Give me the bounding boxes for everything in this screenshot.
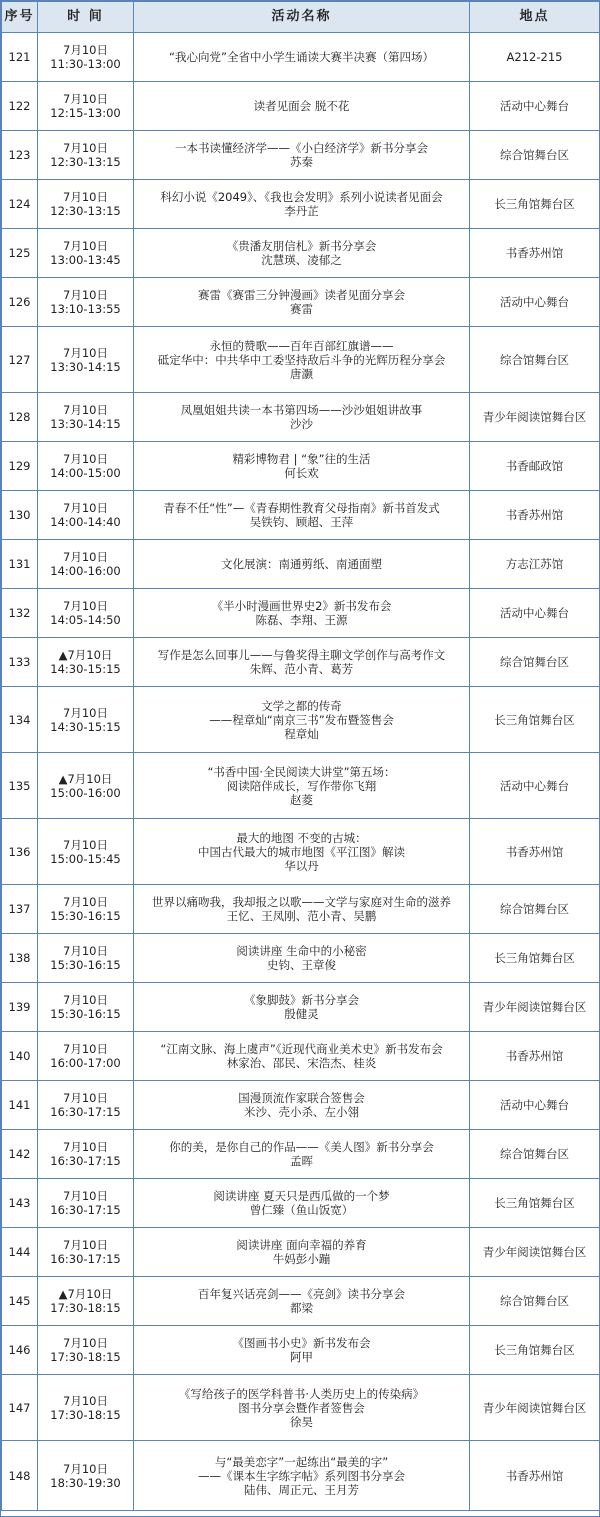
row-activity-name (134, 885, 470, 934)
row-time-range: 14:00-14:40 (50, 515, 121, 529)
row-time (38, 589, 134, 638)
row-number: 138 (2, 934, 38, 983)
row-number: 125 (2, 229, 38, 278)
row-time (38, 327, 134, 393)
activity-name-line: 《贵潘友朋信札》新书分享会 (226, 239, 377, 253)
row-place: 方志江苏馆 (470, 540, 600, 589)
row-place: 综合馆舞台区 (470, 1130, 600, 1179)
activity-name-line: “江南文脉、海上虞声”《近现代商业美术史》新书发布会 (160, 1042, 443, 1056)
activity-name-line: 国漫顶流作家联合签售会 (238, 1091, 365, 1105)
row-place: 书香苏州馆 (470, 819, 600, 885)
row-place: 长三角馆舞台区 (470, 1326, 600, 1375)
row-activity-name (134, 393, 470, 442)
row-time (38, 540, 134, 589)
row-activity-name (134, 687, 470, 753)
activity-name-line: 华以丹 (284, 858, 319, 873)
row-activity-name (134, 1179, 470, 1228)
row-time-range: 17:30-18:15 (50, 1350, 121, 1364)
activity-name-line: 陈磊、李翔、王源 (255, 613, 348, 627)
activity-name-line: 精彩博物君 | “象”往的生活 (232, 452, 371, 466)
row-time-range: 14:00-16:00 (50, 564, 121, 578)
table-row (2, 33, 600, 82)
table-row (2, 1130, 600, 1179)
row-place: 综合馆舞台区 (470, 131, 600, 180)
activity-name-line: 与“最美恋字”一起练出“最美的字” (214, 1454, 389, 1469)
row-date: 7月10日 (63, 288, 108, 302)
row-activity-name (134, 983, 470, 1032)
row-place: 活动中心舞台 (470, 753, 600, 819)
activity-name-line: 永恒的赞歌——百年百部红旗谱—— (209, 338, 394, 353)
header-row (2, 2, 600, 33)
row-date: 7月10日 (63, 1336, 108, 1350)
row-activity-name (134, 1081, 470, 1130)
row-date: 7月10日 (63, 837, 108, 852)
row-number: 142 (2, 1130, 38, 1179)
table-row (2, 1228, 600, 1277)
activity-name-line: 阅读讲座 夏天只是西瓜做的一个梦 (213, 1189, 390, 1203)
row-place: 活动中心舞台 (470, 1081, 600, 1130)
activity-name-line: 《图画书小史》新书发布会 (232, 1336, 371, 1350)
row-time (38, 278, 134, 327)
row-time (38, 1228, 134, 1277)
row-number: 147 (2, 1375, 38, 1441)
row-date: ▲7月10日 (58, 648, 113, 662)
row-time (38, 934, 134, 983)
activity-name-line: 赵菱 (290, 792, 313, 807)
row-activity-name (134, 1032, 470, 1081)
row-place: 长三角馆舞台区 (470, 1179, 600, 1228)
row-time-range: 14:30-15:15 (50, 662, 121, 676)
activity-name-line: 苏秦 (290, 155, 313, 169)
activity-name-line: 阿甲 (290, 1350, 313, 1364)
row-activity-name (134, 1441, 470, 1511)
table-row (2, 278, 600, 327)
row-time-range: 16:30-17:15 (50, 1105, 121, 1119)
activity-name-line: 中国古代最大的城市地图《平江图》解读 (198, 844, 405, 859)
row-activity-name (134, 33, 470, 82)
table-row (2, 1179, 600, 1228)
activity-name-line: 读者见面会 脱不花 (253, 99, 350, 113)
table-row (2, 638, 600, 687)
table-row (2, 180, 600, 229)
activity-name-line: 文化展演：南通剪纸、南通面塑 (221, 557, 382, 571)
row-activity-name (134, 934, 470, 983)
activity-name-line: 米沙、壳小杀、左小翎 (244, 1105, 359, 1119)
row-time (38, 82, 134, 131)
table-row (2, 753, 600, 819)
activity-name-line: 最大的地图 不变的古城： (236, 830, 367, 845)
row-place: 长三角馆舞台区 (470, 687, 600, 753)
table-row (2, 327, 600, 393)
activity-name-line: 沈慧瑛、凌郁之 (261, 253, 342, 267)
row-number: 129 (2, 442, 38, 491)
row-date: ▲7月10日 (58, 771, 113, 786)
row-time (38, 33, 134, 82)
row-number: 140 (2, 1032, 38, 1081)
table-row (2, 1081, 600, 1130)
row-activity-name (134, 327, 470, 393)
row-time-range: 15:30-16:15 (50, 1007, 121, 1021)
row-date: 7月10日 (63, 895, 108, 909)
row-time-range: 14:30-15:15 (50, 719, 121, 734)
row-date: 7月10日 (63, 345, 108, 360)
row-time (38, 1277, 134, 1326)
row-number: 132 (2, 589, 38, 638)
row-date: ▲7月10日 (58, 1287, 113, 1301)
activity-name-line: 你的美，是你自己的作品——《美人图》新书分享会 (169, 1140, 434, 1154)
row-activity-name (134, 491, 470, 540)
schedule-body (2, 33, 600, 1511)
row-time (38, 885, 134, 934)
row-time (38, 393, 134, 442)
row-time (38, 1441, 134, 1511)
row-place: 活动中心舞台 (470, 82, 600, 131)
row-time-range: 12:30-13:15 (50, 155, 121, 169)
row-place: 书香苏州馆 (470, 1032, 600, 1081)
activity-name-line: 程章灿 (284, 726, 319, 741)
row-activity-name (134, 638, 470, 687)
row-time-range: 16:00-17:00 (50, 1056, 121, 1070)
row-activity-name (134, 229, 470, 278)
table-row (2, 1277, 600, 1326)
row-time (38, 1130, 134, 1179)
row-number: 134 (2, 687, 38, 753)
row-place: 书香苏州馆 (470, 1441, 600, 1511)
row-time (38, 1081, 134, 1130)
row-number: 139 (2, 983, 38, 1032)
activity-name-line: 科幻小说《2049》、《我也会发明》系列小说读者见面会 (160, 190, 443, 204)
row-time (38, 687, 134, 753)
activity-name-line: 图书分享会暨作者签售会 (238, 1400, 365, 1415)
activity-name-line: 都梁 (290, 1301, 313, 1315)
activity-name-line: 阅读讲座 生命中的小秘密 (236, 944, 367, 958)
row-date: 7月10日 (63, 705, 108, 720)
row-place: 活动中心舞台 (470, 589, 600, 638)
row-date: 7月10日 (63, 993, 108, 1007)
row-number: 148 (2, 1441, 38, 1511)
activity-name-line: 牛妈彭小蹦 (272, 1252, 331, 1266)
row-place: 青少年阅读馆舞台区 (470, 983, 600, 1032)
row-date: 7月10日 (63, 92, 108, 106)
row-activity-name (134, 540, 470, 589)
activity-name-line: 史钧、王章俊 (267, 958, 336, 972)
row-place: 长三角馆舞台区 (470, 934, 600, 983)
activity-name-line: 王忆、王凤刚、范小青、吴鹏 (226, 909, 377, 923)
table-row (2, 885, 600, 934)
row-date: 7月10日 (63, 190, 108, 204)
activity-name-line: 曾仁臻（鱼山饭宽） (249, 1203, 354, 1217)
activity-name-line: 阅读讲座 面向幸福的养育 (236, 1238, 367, 1252)
row-date: 7月10日 (63, 452, 108, 466)
row-date: 7月10日 (63, 141, 108, 155)
table-row (2, 540, 600, 589)
row-date: 7月10日 (63, 1189, 108, 1203)
row-place: 青少年阅读馆舞台区 (470, 1375, 600, 1441)
row-time-range: 13:10-13:55 (50, 302, 121, 316)
activity-name-line: 陆伟、周正元、王月芳 (244, 1482, 359, 1497)
activity-name-line: 赛雷《赛雷三分钟漫画》读者见面分享会 (198, 288, 405, 302)
row-number: 143 (2, 1179, 38, 1228)
row-number: 141 (2, 1081, 38, 1130)
row-place: 综合馆舞台区 (470, 638, 600, 687)
row-time (38, 638, 134, 687)
row-time-range: 17:30-18:15 (50, 1407, 121, 1422)
row-number: 131 (2, 540, 38, 589)
table-row (2, 819, 600, 885)
header-time: 时 间 (38, 2, 134, 33)
row-date: 7月10日 (63, 1091, 108, 1105)
row-time-range: 18:30-19:30 (50, 1475, 121, 1490)
row-number: 137 (2, 885, 38, 934)
row-number: 146 (2, 1326, 38, 1375)
row-time (38, 491, 134, 540)
row-time-range: 15:00-15:45 (50, 851, 121, 866)
activity-name-line: 砥定华中：中共华中工委坚持敌后斗争的光辉历程分享会 (157, 352, 446, 367)
row-time-range: 15:00-16:00 (50, 785, 121, 800)
activity-name-line: 阅读陪伴成长，写作带你飞翔 (226, 778, 377, 793)
row-date: 7月10日 (63, 1140, 108, 1154)
row-time (38, 1179, 134, 1228)
row-time-range: 16:30-17:15 (50, 1252, 121, 1266)
row-number: 124 (2, 180, 38, 229)
row-activity-name (134, 1228, 470, 1277)
table-row (2, 934, 600, 983)
row-time-range: 14:05-14:50 (50, 613, 121, 627)
row-date: 7月10日 (63, 501, 108, 515)
row-place: 书香邮政馆 (470, 442, 600, 491)
row-time-range: 12:30-13:15 (50, 204, 121, 218)
row-activity-name (134, 131, 470, 180)
row-activity-name (134, 589, 470, 638)
row-activity-name (134, 278, 470, 327)
table-row (2, 1441, 600, 1511)
activity-name-line: 林家治、邵民、宋浩杰、桂炎 (226, 1056, 377, 1070)
row-time-range: 11:30-13:00 (50, 57, 121, 71)
row-date: 7月10日 (63, 43, 108, 57)
row-time-range: 16:30-17:15 (50, 1154, 121, 1168)
header-name: 活动名称 (134, 2, 470, 33)
row-activity-name (134, 1277, 470, 1326)
row-date: 7月10日 (63, 1461, 108, 1476)
row-place: 综合馆舞台区 (470, 327, 600, 393)
table-row (2, 491, 600, 540)
row-time (38, 442, 134, 491)
row-place: 长三角馆舞台区 (470, 180, 600, 229)
row-number: 133 (2, 638, 38, 687)
row-number: 145 (2, 1277, 38, 1326)
row-time (38, 229, 134, 278)
activity-name-line: 《半小时漫画世界史2》新书发布会 (211, 599, 392, 613)
row-number: 127 (2, 327, 38, 393)
row-time (38, 819, 134, 885)
table-row (2, 442, 600, 491)
activity-name-line: 世界以痛吻我，我却报之以歌——文学与家庭对生命的滋养 (152, 895, 451, 909)
row-place: 书香苏州馆 (470, 229, 600, 278)
row-place: 青少年阅读馆舞台区 (470, 393, 600, 442)
row-place: 综合馆舞台区 (470, 885, 600, 934)
activity-name-line: 沙沙 (290, 417, 313, 431)
activity-name-line: 《写给孩子的医学科普书·人类历史上的传染病》 (178, 1386, 425, 1401)
table-row (2, 687, 600, 753)
activity-name-line: 赛雷 (290, 302, 313, 316)
activity-name-line: ——《课本生字练字帖》系列图书分享会 (198, 1468, 405, 1483)
table-row (2, 1375, 600, 1441)
row-time-range: 15:30-16:15 (50, 958, 121, 972)
row-date: 7月10日 (63, 550, 108, 564)
activity-name-line: 文学之都的传奇 (261, 698, 342, 713)
row-time-range: 17:30-18:15 (50, 1301, 121, 1315)
activity-name-line: “书香中国·全民阅读大讲堂”第五场： (207, 764, 396, 779)
row-time (38, 1375, 134, 1441)
row-number: 144 (2, 1228, 38, 1277)
activity-name-line: 吴铁钧、顾超、王萍 (249, 515, 354, 529)
row-number: 123 (2, 131, 38, 180)
row-number: 122 (2, 82, 38, 131)
row-activity-name (134, 1326, 470, 1375)
row-date: 7月10日 (63, 944, 108, 958)
row-activity-name (134, 180, 470, 229)
activity-name-line: 写作是怎么回事儿——与鲁奖得主聊文学创作与高考作文 (157, 648, 446, 662)
row-time (38, 753, 134, 819)
activity-name-line: 殷健灵 (284, 1007, 319, 1021)
row-date: 7月10日 (63, 599, 108, 613)
table-row (2, 1326, 600, 1375)
row-place: 书香苏州馆 (470, 491, 600, 540)
row-number: 135 (2, 753, 38, 819)
activity-name-line: 朱辉、范小青、葛芳 (249, 662, 354, 676)
activity-name-line: 《象脚鼓》新书分享会 (244, 993, 359, 1007)
table-row (2, 983, 600, 1032)
row-activity-name (134, 753, 470, 819)
row-date: 7月10日 (63, 1042, 108, 1056)
row-date: 7月10日 (63, 239, 108, 253)
row-time-range: 12:15-13:00 (50, 106, 121, 120)
row-time (38, 180, 134, 229)
row-activity-name (134, 819, 470, 885)
row-place: 青少年阅读馆舞台区 (470, 1228, 600, 1277)
table-row (2, 131, 600, 180)
row-number: 136 (2, 819, 38, 885)
table-row (2, 82, 600, 131)
table-row (2, 589, 600, 638)
schedule-table (1, 1, 600, 1511)
table-row (2, 229, 600, 278)
row-number: 121 (2, 33, 38, 82)
header-place: 地点 (470, 2, 600, 33)
row-time-range: 13:30-14:15 (50, 417, 121, 431)
table-row (2, 1032, 600, 1081)
activity-name-line: 青春不任“性”—《青春期性教育父母指南》新书首发式 (163, 501, 440, 515)
row-activity-name (134, 1375, 470, 1441)
row-number: 130 (2, 491, 38, 540)
row-time (38, 983, 134, 1032)
row-time-range: 13:30-14:15 (50, 359, 121, 374)
row-place: A212-215 (470, 33, 600, 82)
activity-name-line: “我心向党”全省中小学生诵读大赛半决赛（第四场） (169, 50, 434, 64)
row-place: 活动中心舞台 (470, 278, 600, 327)
activity-name-line: ——程章灿“南京三书”发布暨签售会 (209, 712, 394, 727)
row-time-range: 13:00-13:45 (50, 253, 121, 267)
row-date: 7月10日 (63, 403, 108, 417)
row-activity-name (134, 442, 470, 491)
activity-name-line: 唐灏 (290, 366, 313, 381)
row-time-range: 15:30-16:15 (50, 909, 121, 923)
activity-name-line: 李丹芷 (284, 204, 319, 218)
row-activity-name (134, 82, 470, 131)
row-place: 综合馆舞台区 (470, 1277, 600, 1326)
row-number: 126 (2, 278, 38, 327)
row-activity-name (134, 1130, 470, 1179)
row-time (38, 1032, 134, 1081)
table-row (2, 393, 600, 442)
activity-name-line: 何长欢 (284, 466, 319, 480)
activity-name-line: 一本书读懂经济学——《小白经济学》新书分享会 (175, 141, 428, 155)
activity-name-line: 徐昊 (290, 1414, 313, 1429)
row-time (38, 1326, 134, 1375)
activity-name-line: 百年复兴话亮剑——《亮剑》读书分享会 (198, 1287, 405, 1301)
row-time (38, 131, 134, 180)
activity-name-line: 孟晖 (290, 1154, 313, 1168)
activity-name-line: 凤凰姐姐共读一本书第四场——沙沙姐姐讲故事 (180, 403, 423, 417)
header-no: 序号 (2, 2, 38, 33)
row-time-range: 16:30-17:15 (50, 1203, 121, 1217)
row-date: 7月10日 (63, 1238, 108, 1252)
row-number: 128 (2, 393, 38, 442)
row-date: 7月10日 (63, 1393, 108, 1408)
row-time-range: 14:00-15:00 (50, 466, 121, 480)
